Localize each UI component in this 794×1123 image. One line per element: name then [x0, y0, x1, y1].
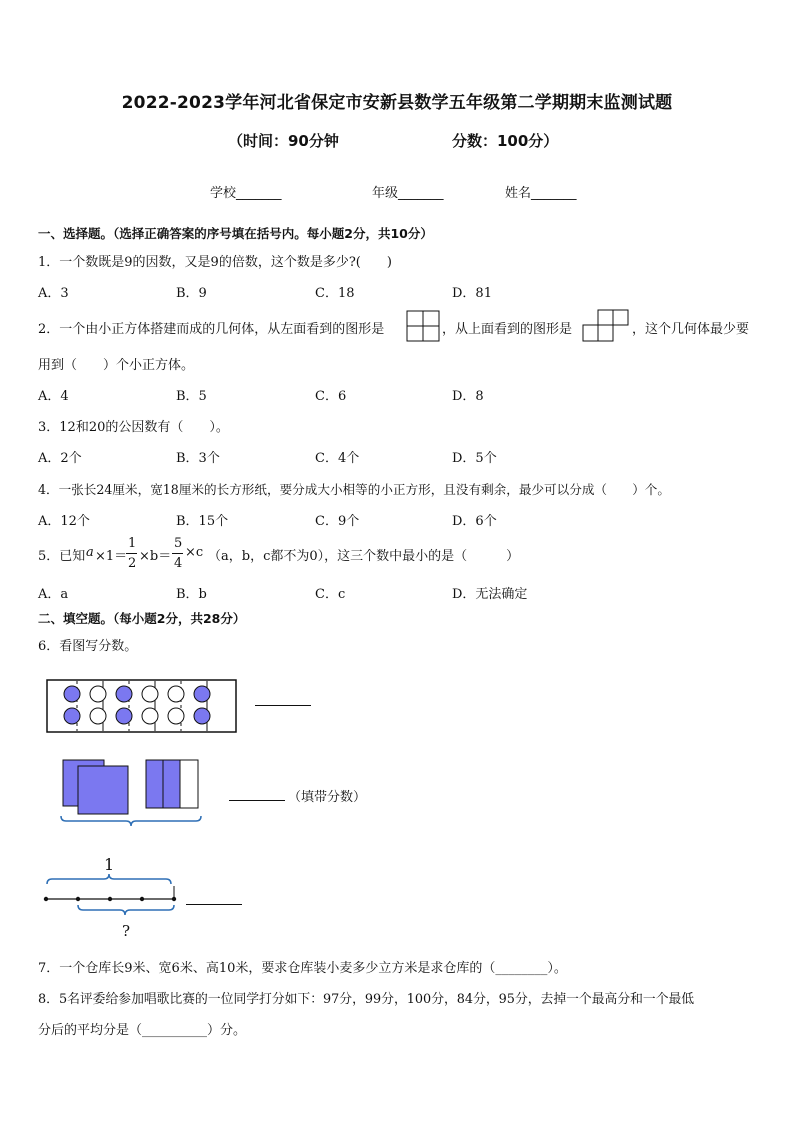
q6-fig2-note: （填带分数） — [288, 790, 367, 805]
number-line-figure — [40, 872, 186, 918]
q2-option-c: C．6 — [315, 389, 347, 404]
filled-circle — [64, 686, 80, 702]
empty-circle — [90, 708, 106, 724]
q6-blank-3 — [186, 904, 242, 905]
question-3: 3．12和20的公因数有（ ）。 — [38, 420, 229, 435]
left-view-figure — [406, 310, 440, 342]
q1-option-b: B．9 — [176, 286, 207, 301]
q1-option-a: A．3 — [38, 286, 69, 301]
question-1: 1．一个数既是9的因数，又是9的倍数，这个数是多少?( ) — [38, 255, 392, 270]
page-title: 2022-2023学年河北省保定市安新县数学五年级第二学期期末监测试题 — [121, 93, 673, 113]
q5-frac2-bar — [172, 553, 183, 554]
question-2-part1: 2．一个由小正方体搭建而成的几何体，从左面看到的图形是 — [38, 322, 385, 337]
question-2-part2: ，从上面看到的图形是 — [442, 322, 573, 337]
grade-field: 年级_______ — [372, 186, 444, 201]
exam-score: 分数：100分） — [452, 132, 559, 150]
exam-time: （时间：90分钟 — [228, 132, 339, 150]
q5-var-a: a — [86, 545, 94, 560]
q3-option-b: B．3个 — [176, 451, 220, 466]
q4-option-d: D．6个 — [452, 514, 497, 529]
filled-circle — [194, 708, 210, 724]
top-view-figure — [582, 309, 630, 343]
q6-blank-2 — [229, 800, 285, 801]
question-2-part4: 用到（ ）个小正方体。 — [38, 358, 195, 373]
question-7: 7．一个仓库长9米、宽6米、高10米，要求仓库装小麦多少立方米是求仓库的（________）。 — [38, 961, 567, 976]
filled-circle — [194, 686, 210, 702]
q2-option-b: B．5 — [176, 389, 207, 404]
numberline-top-label: 1 — [104, 855, 115, 874]
circle-grid-figure — [46, 679, 238, 734]
question-2-part3: ，这个几何体最少要 — [632, 322, 750, 337]
question-5-prefix: 5．已知 — [38, 549, 86, 564]
q4-option-b: B．15个 — [176, 514, 229, 529]
q3-option-c: C．4个 — [315, 451, 360, 466]
q2-option-a: A．4 — [38, 389, 69, 404]
filled-circle — [116, 708, 132, 724]
empty-circle — [142, 686, 158, 702]
name-field: 姓名_______ — [505, 186, 577, 201]
filled-circle — [64, 708, 80, 724]
q5-option-d: D．无法确定 — [452, 587, 528, 602]
q1-option-d: D．81 — [452, 286, 492, 301]
empty-circle — [90, 686, 106, 702]
q1-option-c: C．18 — [315, 286, 355, 301]
q5-frac1-bar — [126, 553, 137, 554]
section-heading-choice: 一、选择题。（选择正确答案的序号填在括号内。每小题2分，共10分） — [38, 226, 433, 241]
q5-times-b: ×b＝ — [139, 549, 172, 564]
q3-option-a: A．2个 — [38, 451, 82, 466]
q5-option-a: A．a — [38, 587, 69, 602]
filled-circle — [116, 686, 132, 702]
q2-option-d: D．8 — [452, 389, 484, 404]
numberline-bottom-label: ? — [122, 922, 131, 940]
q5-frac1-num: 1 — [128, 536, 137, 551]
question-8-line1: 8．5名评委给参加唱歌比赛的一位同学打分如下：97分，99分，100分，84分，95分，去掉一个最高分和一个最低 — [38, 992, 695, 1007]
squares-figure — [58, 757, 204, 827]
q5-times-c: ×c — [185, 545, 204, 560]
empty-circle — [168, 708, 184, 724]
question-8-line2: 分后的平均分是（__________）分。 — [38, 1023, 247, 1038]
q3-option-d: D．5个 — [452, 451, 497, 466]
section-heading-fill: 二、填空题。（每小题2分，共28分） — [38, 611, 246, 626]
q5-frac1-den: 2 — [128, 556, 137, 571]
question-5-suffix: （a，b，c都不为0），这三个数中最小的是（ ） — [208, 549, 520, 564]
q5-option-c: C．c — [315, 587, 346, 602]
q5-times-1: ×1＝ — [95, 549, 128, 564]
q4-option-a: A．12个 — [38, 514, 90, 529]
question-4: 4．一张长24厘米，宽18厘米的长方形纸，要分成大小相等的小正方形，且没有剩余，最少可以分成（ ）个。 — [38, 482, 670, 497]
q4-option-c: C．9个 — [315, 514, 360, 529]
question-6: 6．看图写分数。 — [38, 639, 138, 654]
q5-frac2-den: 4 — [174, 556, 183, 571]
q5-frac2-num: 5 — [174, 536, 183, 551]
q6-blank-1 — [255, 705, 311, 706]
empty-circle — [142, 708, 158, 724]
q5-option-b: B．b — [176, 587, 207, 602]
school-field: 学校_______ — [210, 186, 282, 201]
empty-circle — [168, 686, 184, 702]
